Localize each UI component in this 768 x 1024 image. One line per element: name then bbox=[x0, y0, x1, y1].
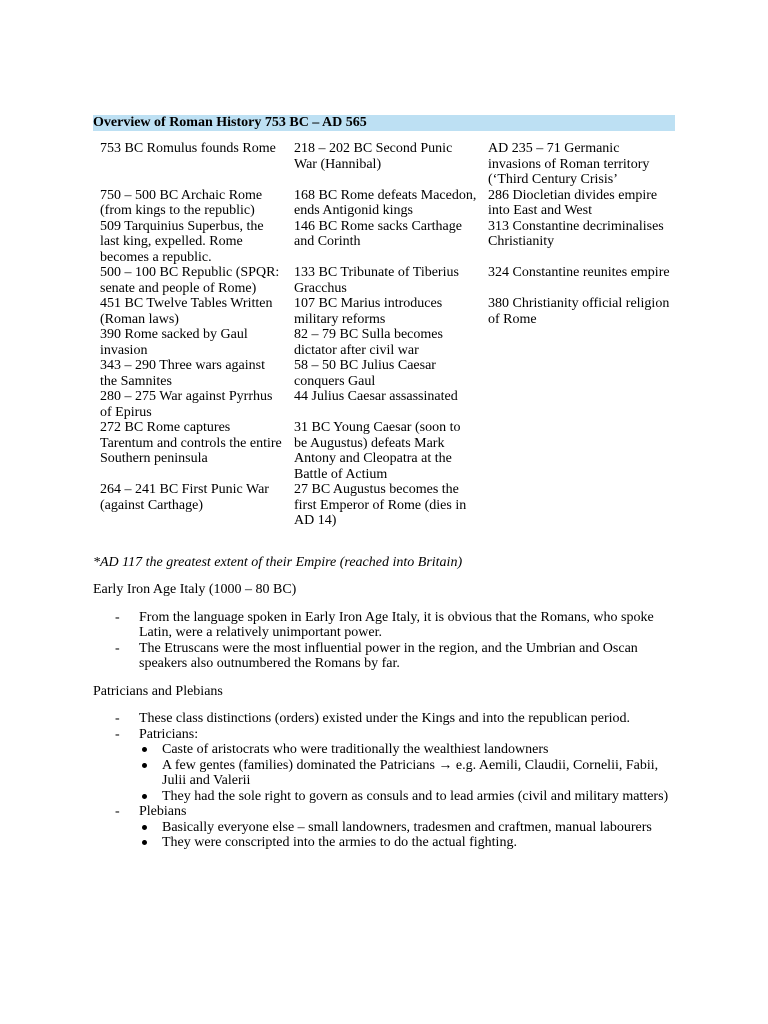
timeline-cell bbox=[481, 327, 675, 358]
patricians-label: Patricians: bbox=[139, 726, 199, 742]
bullet-icon bbox=[142, 747, 147, 752]
list-item bbox=[93, 727, 675, 805]
timeline-cell: 27 BC Augustus becomes the first Emperor of Rome (dies in AD 14) bbox=[294, 482, 467, 528]
timeline-cell: 753 BC Romulus founds Rome bbox=[100, 141, 276, 156]
timeline-cell bbox=[481, 420, 675, 482]
list-item bbox=[93, 804, 675, 851]
timeline-cell: 313 Constantine decriminalises Christianity bbox=[488, 218, 664, 249]
timeline-cell: 264 – 241 BC First Punic War (against Carthage) bbox=[100, 482, 269, 513]
timeline-cell: 324 Constantine reunites empire bbox=[488, 265, 670, 280]
list-item: - From the language spoken in Early Iron Age Italy, it is obvious that the Romans, who spoke Latin, were a relatively unimportant power. bbox=[115, 609, 654, 640]
timeline-cell: 133 BC Tribunate of Tiberius Gracchus bbox=[294, 265, 459, 296]
empire-extent-note: *AD 117 the greatest extent of their Empire (reached into Britain) bbox=[93, 554, 463, 570]
timeline-cell: 286 Diocletian divides empire into East and West bbox=[488, 187, 658, 218]
document-title: Overview of Roman History 753 BC – AD 565 bbox=[93, 115, 675, 131]
bullet-icon bbox=[142, 794, 147, 799]
bullet-icon bbox=[142, 825, 147, 830]
list-item: They had the sole right to govern as consuls and to lead armies (civil and military matters) bbox=[139, 789, 675, 805]
orders-list bbox=[93, 711, 675, 851]
bullet-icon bbox=[142, 840, 147, 845]
list-item: A few gentes (families) dominated the Patricians → e.g. Aemili, Claudii, Cornelii, Fabii, Julii and Valerii bbox=[139, 758, 675, 789]
timeline-cell: 280 – 275 War against Pyrrhus of Epirus bbox=[100, 389, 273, 420]
timeline-cell: 509 Tarquinius Superbus, the last king, expelled. Rome becomes a republic. bbox=[100, 218, 264, 265]
timeline-cell: 451 BC Twelve Tables Written (Roman laws) bbox=[100, 296, 273, 327]
iron-age-list bbox=[93, 610, 675, 672]
timeline-cell: 343 – 290 Three wars against the Samnites bbox=[100, 358, 265, 389]
timeline-cell bbox=[481, 358, 675, 389]
dash-marker: - bbox=[115, 804, 120, 819]
timeline-cell: 58 – 50 BC Julius Caesar conquers Gaul bbox=[294, 358, 436, 389]
list-item: - These class distinctions (orders) existed under the Kings and into the republican period. bbox=[115, 711, 631, 726]
plebians-list bbox=[139, 820, 675, 851]
timeline-cell: 500 – 100 BC Republic (SPQR: senate and people of Rome) bbox=[100, 265, 280, 296]
list-item: - The Etruscans were the most influential power in the region, and the Umbrian and Oscan speakers also outnumbered the Romans by far. bbox=[115, 640, 638, 671]
timeline-row bbox=[93, 188, 675, 219]
dash-marker: - bbox=[115, 726, 120, 742]
timeline-row bbox=[93, 141, 675, 188]
orders-heading: Patricians and Plebians bbox=[93, 683, 223, 699]
timeline-row bbox=[93, 389, 675, 420]
dash-marker: - bbox=[115, 609, 120, 625]
timeline-cell: 750 – 500 BC Archaic Rome (from kings to the republic) bbox=[100, 187, 263, 218]
timeline-cell: 272 BC Rome captures Tarentum and controls the entire Southern peninsula bbox=[100, 420, 282, 466]
timeline-table bbox=[93, 141, 675, 529]
bullet-icon bbox=[142, 763, 147, 768]
timeline-cell bbox=[481, 482, 675, 529]
timeline-row bbox=[93, 296, 675, 327]
timeline-row bbox=[93, 265, 675, 296]
patricians-list bbox=[139, 742, 675, 804]
dash-marker: - bbox=[115, 711, 120, 726]
timeline-cell bbox=[481, 389, 675, 420]
timeline-cell: 107 BC Marius introduces military reforms bbox=[294, 296, 443, 327]
timeline-cell: 218 – 202 BC Second Punic War (Hannibal) bbox=[294, 141, 453, 172]
timeline-row bbox=[93, 327, 675, 358]
timeline-row bbox=[93, 219, 675, 266]
timeline-cell: 168 BC Rome defeats Macedon, ends Antigonid kings bbox=[294, 187, 477, 218]
timeline-cell: 44 Julius Caesar assassinated bbox=[294, 389, 458, 404]
timeline-row bbox=[93, 420, 675, 482]
dash-marker: - bbox=[115, 640, 120, 656]
timeline-cell: 82 – 79 BC Sulla becomes dictator after civil war bbox=[294, 327, 443, 358]
timeline-cell: 380 Christianity official religion of Rome bbox=[488, 296, 670, 327]
timeline-cell: 146 BC Rome sacks Carthage and Corinth bbox=[294, 218, 462, 249]
list-item: Caste of aristocrats who were traditionally the wealthiest landowners bbox=[139, 742, 675, 758]
timeline-cell: 390 Rome sacked by Gaul invasion bbox=[100, 327, 248, 358]
timeline-cell: 31 BC Young Caesar (soon to be Augustus) defeats Mark Antony and Cleopatra at the Battle of Actium bbox=[294, 420, 461, 482]
timeline-row bbox=[93, 358, 675, 389]
list-item: They were conscripted into the armies to do the actual fighting. bbox=[139, 835, 675, 851]
document-page bbox=[93, 115, 675, 851]
iron-age-heading: Early Iron Age Italy (1000 – 80 BC) bbox=[93, 582, 297, 597]
plebians-label: Plebians bbox=[139, 804, 187, 819]
timeline-row bbox=[93, 482, 675, 529]
list-item: Basically everyone else – small landowners, tradesmen and craftmen, manual labourers bbox=[139, 820, 675, 836]
timeline-cell: AD 235 – 71 Germanic invasions of Roman territory (‘Third Century Crisis’ bbox=[488, 141, 650, 187]
